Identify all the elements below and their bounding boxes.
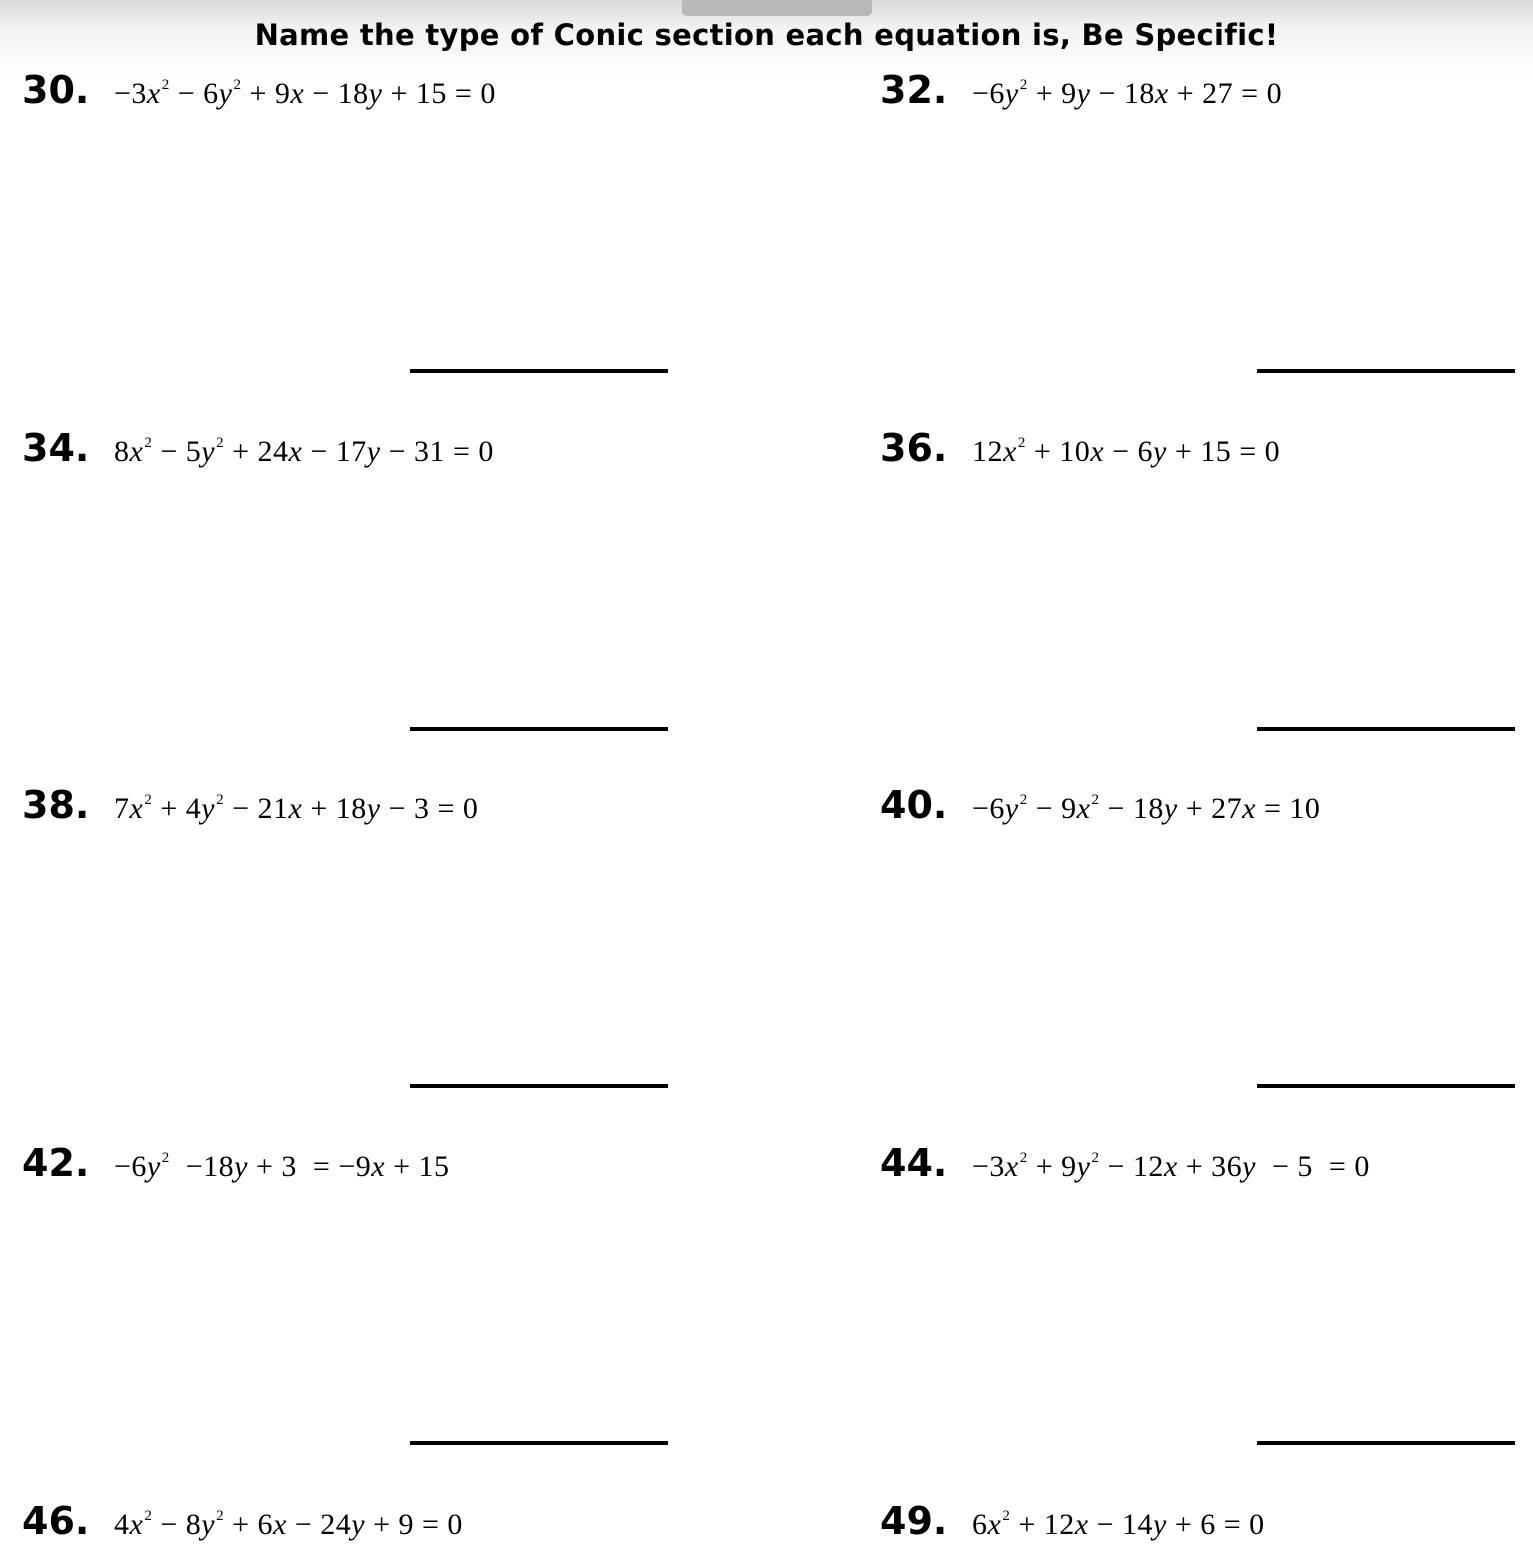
problem-number: 36. bbox=[880, 426, 948, 470]
answer-line-34[interactable] bbox=[410, 727, 668, 731]
problem-equation: $4x^2 - 8y^2 + 6x - 24y + 9 = 0$ bbox=[114, 1508, 463, 1541]
problem-equation: $12x^2 + 10x - 6y + 15 = 0$ bbox=[972, 435, 1281, 468]
problem-equation: $-3x^2 + 9y^2 - 12x + 36y - 5 = 0$ bbox=[972, 1150, 1370, 1183]
problem-equation: $7x^2 + 4y^2 - 21x + 18y - 3 = 0$ bbox=[114, 792, 479, 825]
problem-number: 49. bbox=[880, 1499, 948, 1543]
problem-number: 30. bbox=[22, 68, 90, 112]
answer-line-42[interactable] bbox=[410, 1441, 668, 1445]
answer-line-40[interactable] bbox=[1257, 1084, 1515, 1088]
worksheet-title: Name the type of Conic section each equation is, Be Specific! bbox=[254, 18, 1279, 52]
answer-line-36[interactable] bbox=[1257, 727, 1515, 731]
problem-number: 42. bbox=[22, 1141, 90, 1185]
problem-equation: $-6y^2 -18y + 3 = -9x + 15$ bbox=[114, 1150, 450, 1183]
problem-number: 44. bbox=[880, 1141, 948, 1185]
answer-line-30[interactable] bbox=[410, 369, 668, 373]
problem-number: 40. bbox=[880, 783, 948, 827]
answer-line-32[interactable] bbox=[1257, 369, 1515, 373]
problem-number: 32. bbox=[880, 68, 948, 112]
problem-equation: $-6y^2 + 9y - 18x + 27 = 0$ bbox=[972, 77, 1283, 110]
problem-equation: $-6y^2 - 9x^2 - 18y + 27x = 10$ bbox=[972, 792, 1321, 825]
answer-line-44[interactable] bbox=[1257, 1441, 1515, 1445]
problem-number: 38. bbox=[22, 783, 90, 827]
problem-equation: $8x^2 - 5y^2 + 24x - 17y - 31 = 0$ bbox=[114, 435, 494, 468]
drag-handle[interactable] bbox=[682, 0, 872, 16]
problem-equation: $6x^2 + 12x - 14y + 6 = 0$ bbox=[972, 1508, 1265, 1541]
answer-line-38[interactable] bbox=[410, 1084, 668, 1088]
problem-number: 46. bbox=[22, 1499, 90, 1543]
problem-number: 34. bbox=[22, 426, 90, 470]
problem-equation: $-3x^2 - 6y^2 + 9x - 18y + 15 = 0$ bbox=[114, 77, 496, 110]
